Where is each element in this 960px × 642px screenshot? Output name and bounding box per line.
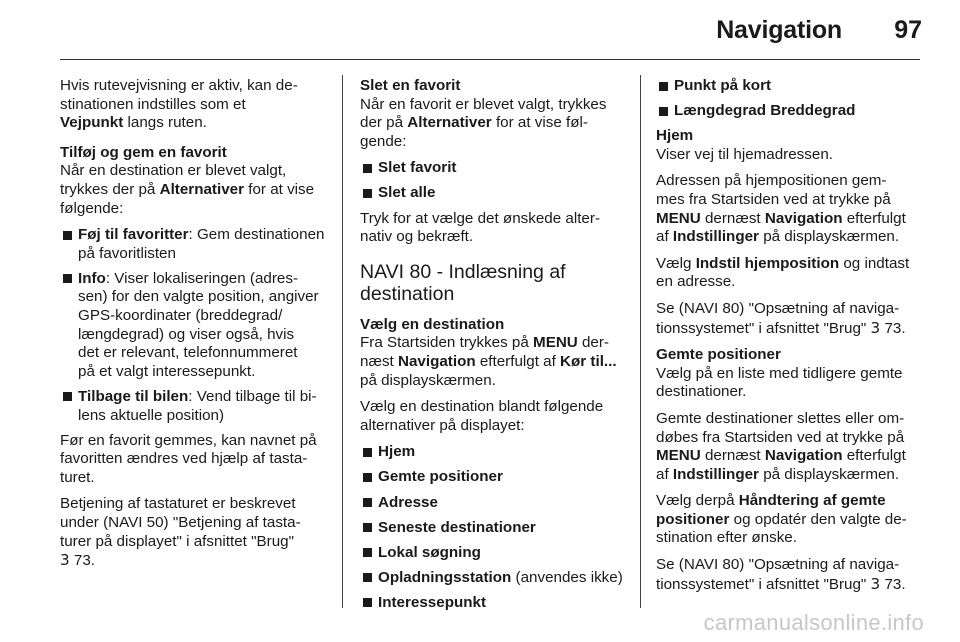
paragraph-alternatives: Vælg en destination blandt følgende alternativer på displayet: <box>360 398 604 434</box>
page-header <box>0 0 960 62</box>
paragraph-home-address: Adressen på hjempositionen gem- mes fra Startsiden ved at trykke på MENU dernæst Navigation efterfulgt af Indstillinger på displayskærmen. <box>656 172 906 246</box>
paragraph-confirm: Tryk for at vælge det ønskede alter- nativ og bekræft. <box>360 209 600 246</box>
paragraph-see-setup-2: Se (NAVI 80) "Opsætning af naviga- tionssystemet" i afsnittet "Brug" 3 73. <box>656 556 906 593</box>
subheading-add-favorite: Tilføj og gem en favorit <box>60 143 227 161</box>
paragraph-add-favorite: Når en destination er blevet valgt, trykkes der på Alternativer for at vise følgende: <box>60 162 315 217</box>
column-1 <box>60 77 328 579</box>
paragraph-home: Viser vej til hjemadressen. <box>656 145 833 163</box>
list-item: Hjem <box>360 443 628 462</box>
list-item: Info: Viser lokaliseringen (adres- sen) for den valgte position, angiver GPS-koordinater (breddegrad/ længdegrad) og viser også, hvis det er relevant, telefonnummeret på et valgt interessepunkt. <box>60 270 328 382</box>
column-divider-1 <box>342 75 343 608</box>
column-divider-2 <box>640 75 641 608</box>
column-3 <box>656 77 922 602</box>
subheading-home: Hjem <box>656 127 694 145</box>
list-item: Slet alle <box>360 184 628 203</box>
subheading-saved-positions: Gemte positioner <box>656 346 781 364</box>
paragraph-set-home: Vælg Indstil hjemposition og indtast en adresse. <box>656 254 910 291</box>
page-number: 97 <box>894 16 922 44</box>
list-item: Tilbage til bilen: Vend tilbage til bi- lens aktuelle position) <box>60 388 328 425</box>
paragraph-saved-delete: Gemte destinationer slettes eller om- døbes fra Startsiden ved at trykke på MENU dernæst Navigation efterfulgt af Indstillinger på displayskærmen. <box>656 409 906 483</box>
paragraph-rename: Før en favorit gemmes, kan navnet på favoritten ændres ved hjælp af tasta- turet. <box>60 431 317 486</box>
paragraph-manage: Vælg derpå Håndtering af gemte positioner og opdatér den valgte de- stination efter ønske. <box>656 492 907 547</box>
paragraph-saved-list: Vælg på en liste med tidligere gemte destinationer. <box>656 364 903 401</box>
list-item: Lokal søgning <box>360 544 628 563</box>
section-heading: NAVI 80 - Indlæsning af destination <box>360 260 566 306</box>
page-ref-arrow-icon: 3 <box>870 574 881 593</box>
list-item: Interessepunkt <box>360 594 628 613</box>
paragraph-see-setup: Se (NAVI 80) "Opsætning af naviga- tionssystemet" i afsnittet "Brug" 3 73. <box>656 299 906 337</box>
paragraph-menu: Fra Startsiden trykkes på MENU der- næst Navigation efterfulgt af Kør til... på displayskærmen. <box>360 334 617 389</box>
page-ref-arrow-icon: 3 <box>60 551 70 570</box>
list-item: Opladningsstation (anvendes ikke) <box>360 569 628 588</box>
header-rule <box>60 59 920 60</box>
paragraph-waypoint: Hvis rutevejvisning er aktiv, kan de- stinationen indstilles som et Vejpunkt langs ruten. <box>60 77 298 132</box>
list-item: Slet favorit <box>360 159 628 178</box>
subheading-delete-favorite: Slet en favorit <box>360 77 461 94</box>
column-2 <box>360 77 628 619</box>
list-item: Gemte positioner <box>360 468 628 487</box>
list-item: Føj til favoritter: Gem destinationen på favoritlisten <box>60 226 328 263</box>
paragraph-delete-favorite: Når en favorit er blevet valgt, trykkes der på Alternativer for at vise føl- gende: <box>360 95 607 150</box>
subheading-choose-destination: Vælg en destination <box>360 315 505 333</box>
page-ref-arrow-icon: 3 <box>870 318 881 337</box>
list-item: Adresse <box>360 494 628 513</box>
page-title: Navigation <box>716 16 842 44</box>
list-item: Punkt på kort <box>656 77 922 96</box>
paragraph-keyboard: Betjening af tastaturet er beskrevet under (NAVI 50) "Betjening af tasta- turer på displayet" i afsnittet "Brug" 3 73. <box>60 495 301 570</box>
list-item: Seneste destinationer <box>360 519 628 538</box>
watermark: carmanualsonline.info <box>703 610 924 635</box>
list-item: Længdegrad Breddegrad <box>656 102 922 121</box>
